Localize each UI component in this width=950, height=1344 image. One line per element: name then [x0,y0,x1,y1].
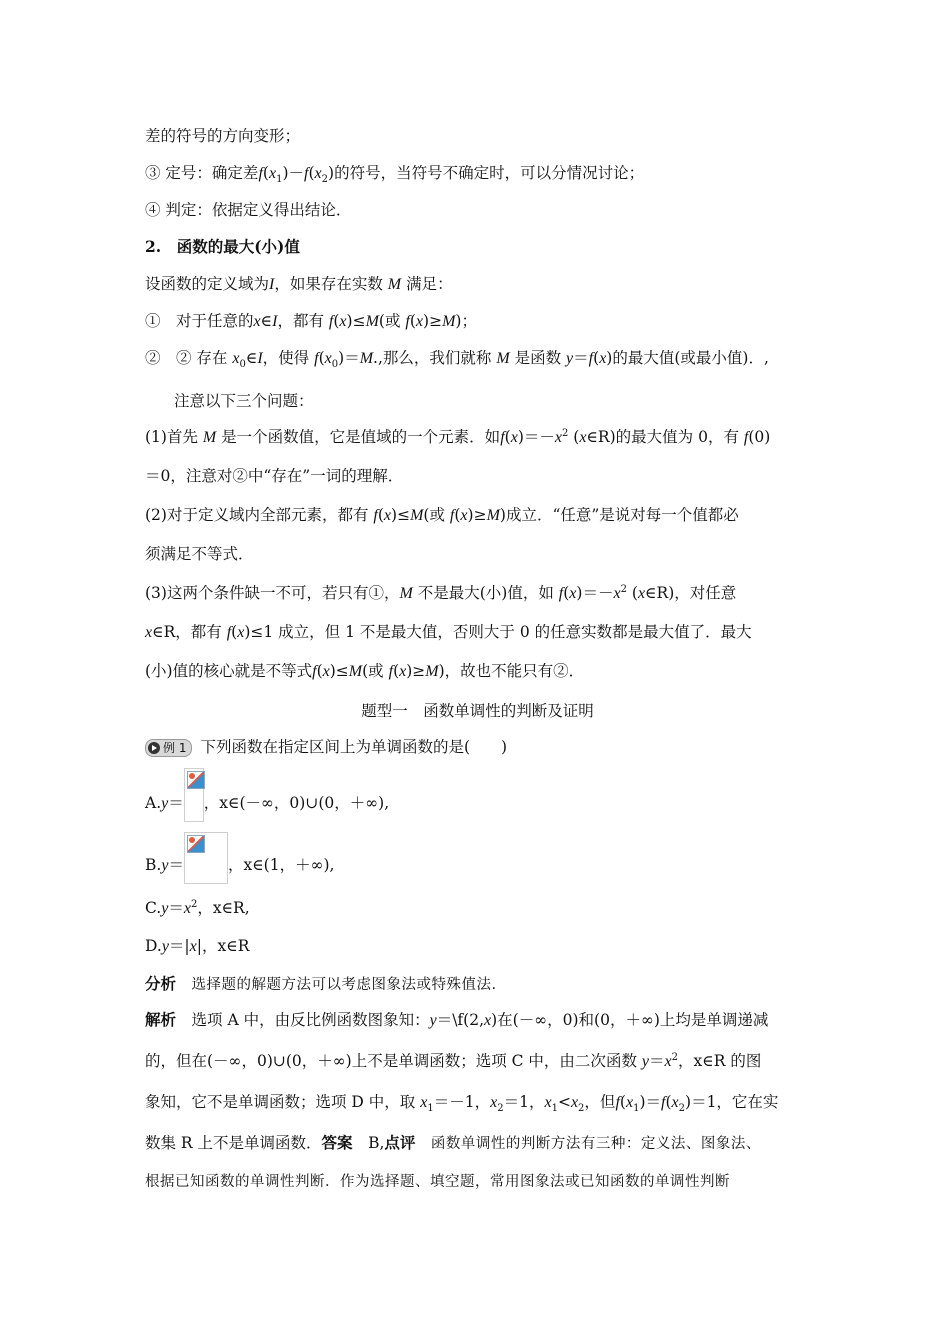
section-title: 2. 函数的最大(小)值 [145,237,300,256]
text-line-5: 设函数的定义域为I，如果存在实数 M 满足： [145,275,453,293]
condition-1: ① 对于任意的x∈I，都有 f(x)≤M(或 f(x)≥M)； [145,312,477,330]
text-line-8: 注意以下三个问题： [174,392,314,410]
broken-image-icon [184,768,204,822]
note-2: (2)对于定义域内全部元素，都有 f(x)≤M(或 f(x)≥M)成立．“任意”是说对每一个值都必 [145,506,739,524]
note-3: (3)这两个条件缺一不可，若只有①，M 不是最大(小)值，如 $f(x)=-x^2$ (x∈R)，对任意 [145,583,737,602]
option-a: A.y＝ ，x∈(－∞，0)∪(0，＋∞), [145,786,810,822]
option-c: $C.y=x^2$，x∈R, [145,898,250,917]
analysis: 分析 选择题的解题方法可以考虑图象法或特殊值法. [145,974,497,993]
condition-2: ② ② 存在 $x_0\in I$，使得 $f(x_0)=M$.,那么，我们就称 M 是函数 y＝f(x)的最大值(或最小值)．, [145,349,769,371]
solution-line-4: 数集 R 上不是单调函数．答案 B,点评 函数单调性的判断方法有三种：定义法、图象法、 [145,1133,761,1152]
solution-line-5: 根据已知函数的单调性判断．作为选择题、填空题，常用图象法或已知函数的单调性判断 [145,1174,730,1190]
option-d: D.y＝|x|，x∈R [145,937,250,955]
topic-heading: 题型一 函数单调性的判断及证明 [361,702,594,720]
solution-line-3: 象知，它不是单调函数；选项 D 中，取 $x_1=-1$，$x_2=1$，$x_1<x_2$，但$f(x_1)=f(x_2)=1$，它在实 [145,1093,779,1115]
solution-line-1: 解析 选项 A 中，由反比例函数图象知：y＝\f(2,x)在(－∞，0)和(0，＋∞)上均是单调递减 [145,1010,769,1029]
note-3-end: (小)值的核心就是不等式f(x)≤M(或 f(x)≥M)，故也不能只有②． [145,662,585,680]
broken-image-icon [184,832,228,884]
note-1-cont: ＝0，注意对②中“存在”一词的理解． [145,467,404,485]
option-b: B.y＝ ，x∈(1，＋∞), [145,848,810,884]
text-line-3: ④ 判定：依据定义得出结论． [145,201,352,219]
text-line-2: ③ 定号：确定差$f(x_1)-f(x_2)$的符号，当符号不确定时，可以分情况讨论； [145,164,645,186]
solution-line-2: 的，但在(－∞，0)∪(0，＋∞)上不是单调函数；选项 C 中，由二次函数 $y=x^2$，x∈R 的图 [145,1051,762,1070]
text-line-1: 差的符号的方向变形； [145,127,301,145]
note-2-cont: 须满足不等式． [145,545,254,563]
play-circle-icon [148,742,160,754]
note-3-cont: x∈R，都有 f(x)≤1 成立，但 1 不是最大值，否则大于 0 的任意实数都是最大值了．最大 [145,623,752,641]
note-1: (1)首先 M 是一个函数值，它是值域的一个元素．如$f(x)=-x^2$ (x∈R)的最大值为 0，有 f(0) [145,427,771,446]
example-1: 例 1 下列函数在指定区间上为单调函数的是( ) [145,737,810,757]
example-badge: 例 1 [145,739,192,757]
